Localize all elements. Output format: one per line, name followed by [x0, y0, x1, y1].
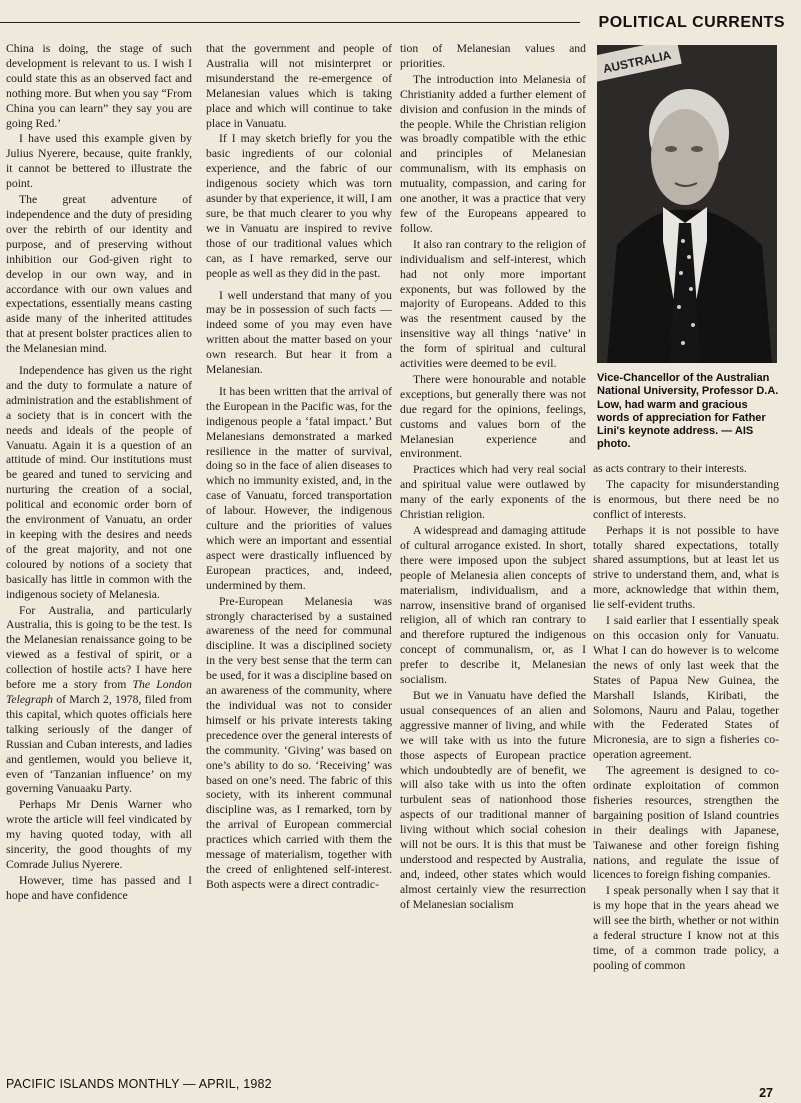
paragraph: It also ran contrary to the religion of individualism and self-interest, which had not only more important exponents, but was followed by the majority of Europeans. Added to this was the resentment caused by the insensitive way all things ‘native’ in the form of spiritual and cultural activities were deemed to be evil. [400, 237, 586, 371]
paragraph: The introduction into Melanesia of Christianity added a further element of division and confusion in the minds of the people. While the Christian religion was broadly compatible with the ethic and principles of Melanesian communalism, with its emphasis on mutuality, compassion, and caring for one another, it was a practice that very few of the Europeans appeared to follow. [400, 72, 586, 235]
article-column-1 [6, 42, 192, 1057]
paragraph: as acts contrary to their interests. [593, 462, 747, 475]
paragraph: Practices which had very real social and spiritual value were outlawed by many of the early exponents of the Christian religion. [400, 463, 586, 522]
paragraph: Independence has given us the right and the duty to formulate a nature of administration and the establishment of a society that is in concert with the needs and ideals of the people of Vanuatu. Again it is a question of an attitude of mind. Our institutions must be geared and tuned to servicing and nurturing the creation of a social, political and economic order born of the environment of Vanuatu, an order in keeping with the desires and needs of the great majority, and not one coloured by notions of a society that basically has little in common with the indigenous society of Melanesia. [6, 364, 192, 601]
paragraph: However, time has passed and I hope and have confidence [6, 873, 192, 902]
paragraph: I speak personally when I say that it is my hope that in the years ahead we will see the birth, whether or not within a federal structure I know not at this time, of a common trade policy, a pooling of common [593, 884, 779, 972]
paragraph: that the government and people of Australia will not misinterpret or misunderstand the re-emergence of Melanesian values which is taking place and which will continue to take place in Vanuatu. [206, 42, 392, 130]
portrait-photo [597, 45, 777, 363]
paragraph: A widespread and damaging attitude of cultural arrogance existed. In short, there were imposed upon the subject people of Melanesia alien concepts of materialism, individualism, and a narrow, insensitive brand of organised religion, all of which ran contrary to and therefore ruptured the indigenous concept of communalism, or, as I prefer to describe it, Melanesian socialism. [400, 524, 586, 687]
paragraph: The agreement is designed to co-ordinate exploitation of common fisheries resources, strengthen the bargaining position of Island countries in their dealings with Japanese, Taiwanese and other foreign fishing nations, and regulate the issue of licences to foreign fishing companies. [593, 764, 779, 882]
paragraph: There were honourable and notable exceptions, but generally there was not due regard for the opinions, feelings, customs and values born of the Melanesian experience and environment. [400, 372, 586, 461]
paragraph: tion of Melanesian values and priorities. [400, 42, 586, 70]
text-run: of March 2, 1978, filed from this capital, which quotes officials here talking seriously of the danger of Russian and Cuban interests, and ladies and gentlemen, would you believe it, even of ‘Tanzanian influence’ on my governing Vanuaaku Party. [6, 692, 192, 796]
paragraph: Perhaps Mr Denis Warner who wrote the article will feel vindicated by my having quoted today, with all sincerity, the good thoughts of my Comrade Julius Nyerere. [6, 798, 192, 871]
paragraph [6, 604, 192, 798]
article-column-4 [593, 462, 779, 1057]
article-column-3 [400, 42, 586, 1057]
text-run: For Australia, and particularly Australia, this is going to be the test. Is the Melanesian renaissance going to be viewed as a festival of spirit, or a collection of hostile acts? I have here before me a story from [6, 603, 192, 692]
paragraph: It has been written that the arrival of the European in the Pacific was, for the indigenous people a ‘fatal impact.’ But Melanesians demonstrated a marked resilience in the matter of survival, doing so in the face of alien diseases to which no immunity existed, and, in the case of Vanuatu, forced transportation of labour. However, the indigenous culture and the priorities of values which were an important and essential aspect were drastically influenced by European practices, and, indeed, undermined by them. [206, 384, 392, 592]
paragraph: I have used this example given by Julius Nyerere, because, quite frankly, it cannot be bettered to illustrate the point. [6, 132, 192, 191]
paragraph: China is doing, the stage of such development is relevant to us. I wish I could state this as an observed fact and nothing more. But when you say “From China you can learn” they say you are going Red.’ [6, 42, 192, 130]
article-column-2 [206, 42, 392, 1057]
paragraph: The capacity for misunderstanding is enormous, but there need be no conflict of interests. [593, 477, 779, 521]
paragraph: I said earlier that I essentially speak on this occasion only for Vanuatu. What I can do however is to welcome the news of only last week that the States of Papua New Guinea, the Marshall Islands, Kiribati, the Solomons, Nauru and Palau, together with the Federated States of Micronesia, are to sign a fisheries co-operation agreement. [593, 614, 779, 762]
page-number: 27 [759, 1086, 773, 1100]
publication-title: The London Telegraph [6, 678, 192, 706]
section-heading: POLITICAL CURRENTS [598, 14, 785, 31]
paragraph: I well understand that many of you may be in possession of such facts — indeed some of you may even have written about the matter based on your own research. But hear it from a Melanesian. [206, 288, 392, 377]
paragraph: If I may sketch briefly for you the basic ingredients of our colonial experience, and the fabric of our indigenous society which was torn asunder by that experience, it will, I am sure, be that much clearer to you why we in Vanuatu are inspired to revive those of our traditional values which can, as I have remarked, serve our people as well as they did in the past. [206, 132, 392, 280]
sign-text: AUSTRALIA [601, 47, 673, 76]
portrait-illustration [597, 45, 777, 363]
footer-publication: PACIFIC ISLANDS MONTHLY — APRIL, 1982 [6, 1077, 272, 1091]
paragraph: But we in Vanuatu have defied the usual consequences of an alien and aggressive manner of living, and while we will take with us into the future those aspects of European practice which undoubtedly are of benefit, we will also take with us into the often turbulent seas of nationhood those aspects of our traditional manner of living without which social cohesion will not be ours. It is this that must be understood and respected by Australia, and, indeed, other states which would almost certainly view the resurrection of Melanesian socialism [400, 688, 586, 911]
photo-caption: Vice-Chancellor of the Australian National University, Professor D.A. Low, had warm and gracious words of appreciation for Father Lini's keynote address. — AIS photo. [597, 372, 779, 451]
paragraph: Pre-European Melanesia was strongly characterised by a sustained awareness of the need for communal discipline. It was a disciplined society in the very best sense that the term can be used, for it was a discipline based on an awareness of the community, where the individual was not to consider himself or his private interests taking precedence over the general interests of the community. ‘Giving’ was based on one’s ability to do so. ‘Receiving’ was based on one’s need. The fabric of this society, with its inherent communal discipline was, as I remarked, torn by the arrival of European commercial practices which carried with them the message of materialism, together with the creed of enlightened self-interest. Both aspects were a direct contradic- [206, 594, 392, 891]
paragraph: The great adventure of independence and the duty of presiding over the rebirth of our identity and purpose, and of preserving without inhibition our God-given right to develop in our own way, and in accordance with our own values and expectations, essentially means casting aside many of the inherited attitudes that at present bolster practices alien to the Melanesian mind. [6, 193, 192, 356]
header-rule [0, 22, 580, 23]
paragraph: Perhaps it is not possible to have totally shared expectations, totally shared assumptions, but at least let us strive to understand them, and, what is more, acknowledge that within them, lie self-evident truths. [593, 523, 779, 612]
